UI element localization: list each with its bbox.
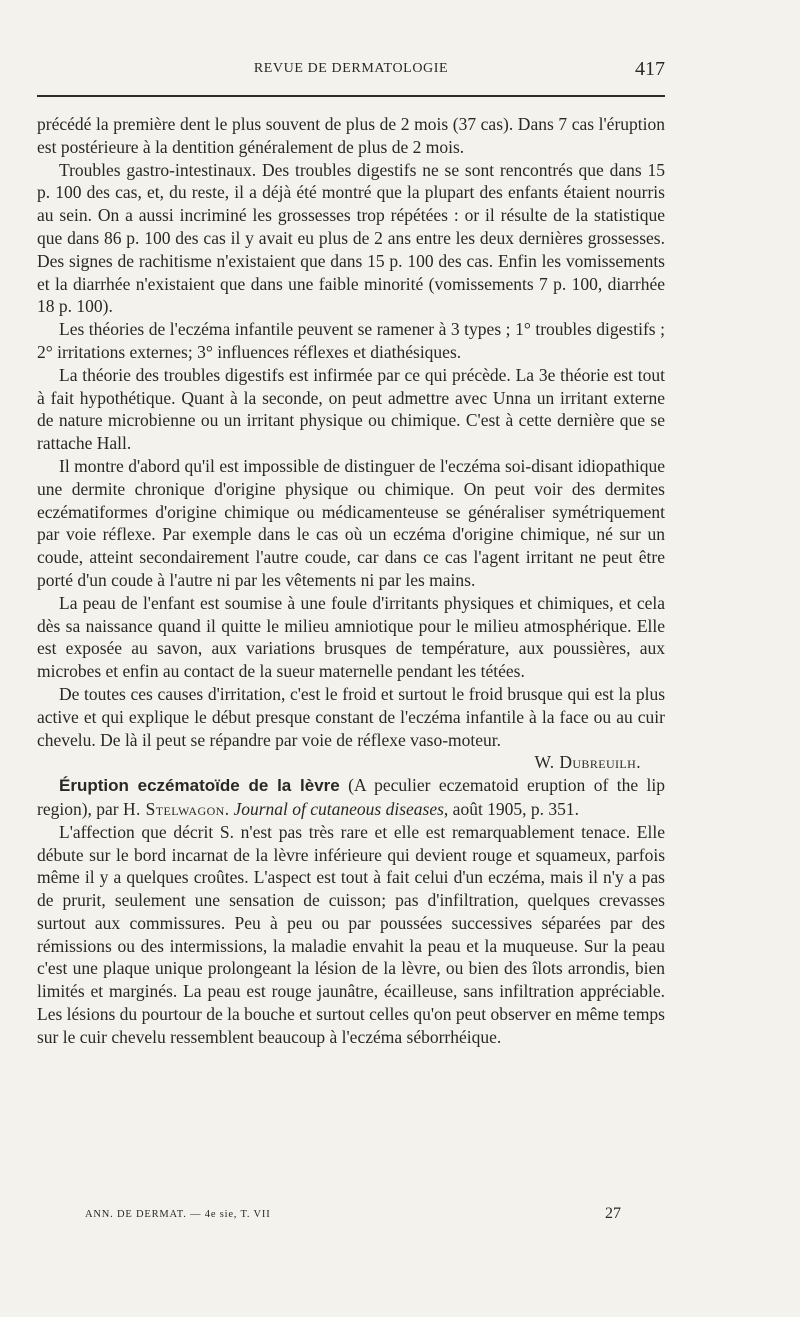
paragraph-1: précédé la première dent le plus souvent de plus de 2 mois (37 cas). Dans 7 cas l'éruption est postérieure à la dentition généralement de plus de 2 mois. — [37, 114, 665, 157]
article-heading — [37, 774, 665, 821]
header-rule — [37, 95, 665, 97]
article-journal: Journal of cutaneous diseases — [233, 798, 444, 819]
paragraph-6: La peau de l'enfant est soumise à une foule d'irritants physiques et chimiques, et cela dès sa naissance quand il quitte le milieu amniotique pour le milieu atmosphérique. Elle est exposée au savon, aux variations brusques de température, aux poussières, aux microbes et enfin au contact de la sueur maternelle pendant les tétées. — [37, 592, 665, 682]
paragraph-2: Troubles gastro-intestinaux. Des troubles digestifs ne se sont rencontrés que dans 15 p. 100 des cas, et, du reste, il a déjà été montré que la plupart des enfants étaient nourris au sein. On a aussi incriminé les grossesses trop répétées : or il résulte de la statistique que dans 86 p. 100 des cas il y avait eu plus de 2 ans entre les deux dernières grossesses. Des signes de rachitisme n'existaient que dans 15 p. 100 des cas. Enfin les vomissements et la diarrhée n'existaient que dans une faible minorité (vomissements 7 p. 100, diarrhée 18 p. 100). — [37, 159, 665, 317]
document-page — [37, 0, 665, 1317]
article-date: , août 1905, p. 351. — [443, 798, 580, 819]
author-signature — [37, 751, 665, 774]
paragraph-7: De toutes ces causes d'irritation, c'est le froid et surtout le froid brusque qui est la plus active et qui explique le début presque constant de l'eczéma infantile à la face ou au cuir chevelu. De là il peut se répandre par voie de réflexe vaso-moteur. — [37, 683, 665, 750]
article-translation: (A peculier eczematoid eruption of the lip region), par — [37, 775, 665, 819]
body-text — [37, 113, 665, 1049]
paragraph-4: La théorie des troubles digestifs est infirmée par ce qui précède. La 3e théorie est tout à fait hypothétique. Quant à la seconde, on peut admettre avec Unna un irritant externe de nature microbienne ou un irritant physique ou chimique. C'est à cette dernière que se rattache Hall. — [37, 364, 665, 454]
paragraph-3: Les théories de l'eczéma infantile peuvent se ramener à 3 types ; 1° troubles digestifs ; 2° irritations externes; 3° influences réflexes et diathésiques. — [37, 319, 665, 362]
paragraph-8: L'affection que décrit S. n'est pas très rare et elle est remarquablement tenace. Elle débute sur le bord incarnat de la lèvre inférieure qui devient rouge et squameux, parfois même il y a quelques croûtes. L'aspect est tout à fait celui d'un eczéma, mais il n'y a pas de prurit, seulement une sensation de cuisson; pas d'infiltration, quelques crevasses surtout aux commissures. Peu à peu ou par poussées successives séparées par des rémissions ou des intermissions, la maladie envahit la peau et la muqueuse. Sur la peau c'est une plaque unique prolongeant la lésion de la lèvre, ou bien des îlots arrondis, bien limités et marginés. La peau est rouge jaunâtre, écailleuse, sans infiltration appréciable. Les lésions du pourtour de la bouche et surtout celles qu'on peut observer en même temps sur le cuir chevelu ressemblent beaucoup à l'eczéma séborrhéique. — [37, 821, 665, 1047]
running-title: REVUE DE DERMATOLOGIE — [253, 61, 449, 76]
folio-number: 27 — [605, 1205, 621, 1222]
article-title: Éruption eczématoïde de la lèvre — [59, 776, 340, 796]
page-footer — [37, 1205, 665, 1229]
article-separator: . — [224, 798, 234, 819]
paragraph-5: Il montre d'abord qu'il est impossible de distinguer de l'eczéma soi-disant idiopathique une dermite chronique d'origine physique ou chimique. On peut voir des dermites eczématiformes d'origine chimique ou médicamenteuse se généraliser symétriquement par voie réflexe. Par exemple dans le cas où un eczéma d'origine chimique, né sur un coude, atteint secondairement l'autre coude, car dans ce cas l'agent irritant ne peut être porté d'un coude à l'autre ni par les vêtements ni par les mains. — [37, 455, 665, 590]
signature-name: W. Dubreuilh. — [534, 752, 641, 773]
page-number: 417 — [635, 58, 665, 80]
article-author: H. Stelwagon — [123, 798, 225, 819]
signature-mark: ANN. DE DERMAT. — 4e sie, T. VII — [85, 1209, 271, 1220]
running-head — [37, 58, 665, 84]
